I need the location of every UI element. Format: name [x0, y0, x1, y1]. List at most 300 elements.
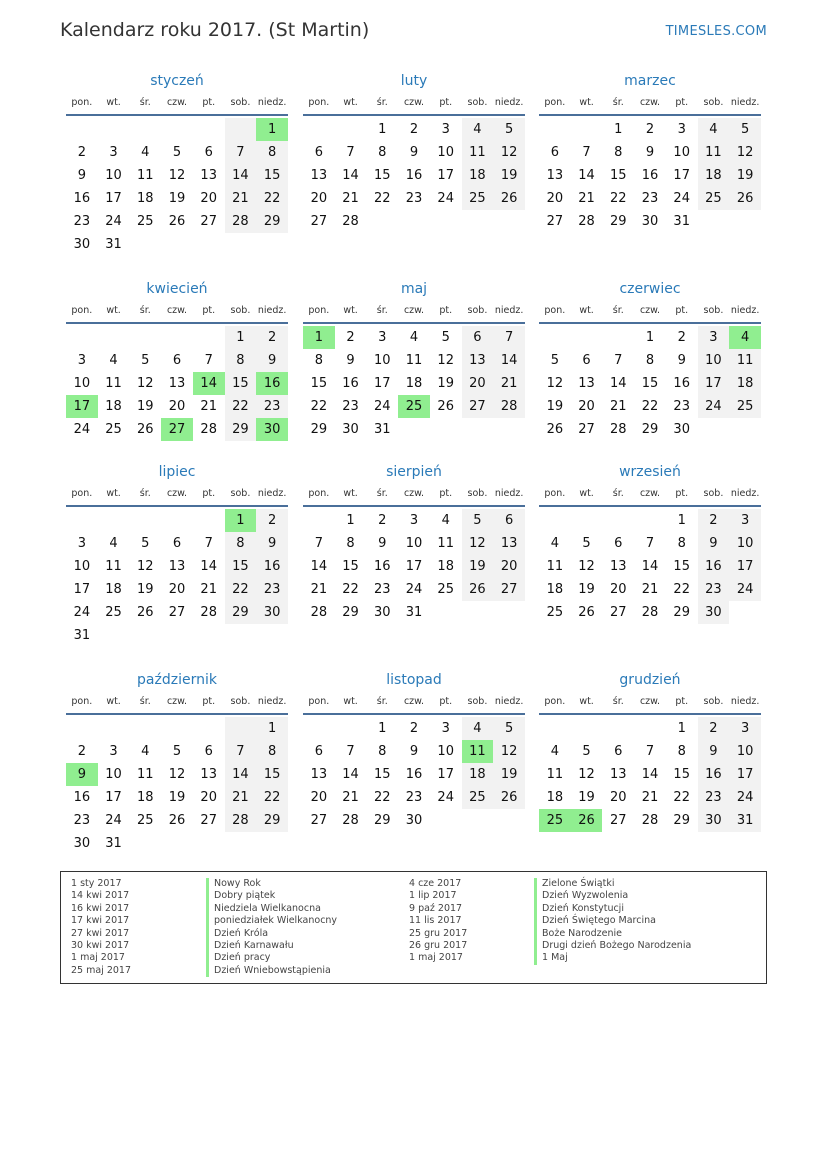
- weekday-label: wt.: [343, 696, 358, 707]
- day-cell: 14: [493, 349, 525, 372]
- weekday-label: czw.: [639, 696, 661, 707]
- day-cell: 6: [550, 145, 559, 160]
- day-cell: 31: [673, 214, 690, 229]
- day-cell: 10: [673, 145, 690, 160]
- day-cell: 10: [73, 376, 91, 391]
- legend-dates-right: [409, 878, 467, 965]
- month-name: luty: [400, 73, 428, 89]
- day-cell: 27: [310, 214, 328, 229]
- day-cell: 6: [614, 536, 623, 551]
- day-cell: 4: [109, 353, 118, 368]
- day-cell: 24: [729, 578, 761, 601]
- day-cell: 18: [546, 790, 564, 805]
- day-cell: 15: [256, 763, 288, 786]
- day-cell: 21: [200, 399, 217, 414]
- day-cell: 21: [641, 790, 659, 805]
- day-cell: 23: [73, 813, 91, 828]
- day-cell: 10: [698, 349, 730, 372]
- day-cell: 26: [437, 399, 454, 414]
- day-cell: 27: [546, 214, 564, 229]
- day-cell: 28: [641, 605, 659, 620]
- weekday-header: [66, 691, 288, 715]
- day-cell: 25: [105, 422, 122, 437]
- day-cell: 3: [109, 145, 118, 160]
- day-cell: 30: [673, 422, 690, 437]
- weekday-label: sob.: [467, 97, 488, 108]
- empty-cell: [225, 717, 257, 740]
- weekday-label: sob.: [703, 305, 724, 316]
- day-cell: 1: [225, 326, 257, 349]
- weekday-label: niedz.: [494, 696, 524, 707]
- month-name: wrzesień: [619, 464, 681, 480]
- day-cell: 29: [610, 214, 627, 229]
- day-cell: 30: [698, 809, 730, 832]
- day-cell: 24: [698, 395, 730, 418]
- weekday-label: wt.: [106, 97, 121, 108]
- day-cell: 25: [105, 605, 122, 620]
- day-cell: 13: [546, 168, 564, 183]
- day-cell: 3: [109, 744, 118, 759]
- day-cell: 9: [378, 536, 387, 551]
- day-cell: 26: [462, 578, 494, 601]
- day-cell: 30: [256, 601, 288, 624]
- month-name: listopad: [386, 672, 442, 688]
- day-cell: 30: [374, 605, 391, 620]
- day-cell: 1: [346, 513, 355, 528]
- empty-cell: [98, 326, 130, 349]
- day-cell: 20: [546, 191, 564, 206]
- empty-cell: [303, 509, 335, 532]
- day-cell: 4: [109, 536, 118, 551]
- legend-holiday-name: Dzień pracy: [206, 952, 337, 964]
- weekday-label: niedz.: [257, 488, 287, 499]
- day-cell: 19: [168, 790, 186, 805]
- weekday-label: sob.: [467, 488, 488, 499]
- weekday-label: wt.: [343, 488, 358, 499]
- empty-cell: [193, 509, 225, 532]
- day-cell: 30: [256, 418, 288, 441]
- month-name: październik: [137, 672, 217, 688]
- day-cell: 5: [493, 118, 525, 141]
- day-cell: 28: [578, 214, 595, 229]
- day-cell: 25: [437, 582, 454, 597]
- day-cell: 4: [729, 326, 761, 349]
- day-cell: 26: [546, 422, 564, 437]
- weekday-label: czw.: [639, 305, 661, 316]
- day-cell: 21: [342, 191, 359, 206]
- day-cell: 3: [441, 122, 450, 137]
- legend-holiday-name: 1 Maj: [534, 952, 691, 964]
- day-cell: 7: [204, 536, 213, 551]
- empty-cell: [66, 118, 98, 141]
- day-cell: 5: [493, 717, 525, 740]
- empty-cell: [571, 509, 603, 532]
- day-cell: 13: [493, 532, 525, 555]
- day-cell: 24: [405, 582, 423, 597]
- day-cell: 17: [437, 767, 454, 782]
- legend-holiday-name: Dzień Wniebowstąpienia: [206, 965, 337, 977]
- day-cell: 12: [578, 559, 595, 574]
- day-cell: 4: [441, 513, 450, 528]
- day-cell: 14: [641, 559, 659, 574]
- day-cell: 14: [342, 168, 359, 183]
- day-cell: 20: [493, 555, 525, 578]
- day-cell: 27: [310, 813, 328, 828]
- day-cell: 17: [105, 191, 122, 206]
- day-cell: 3: [441, 721, 450, 736]
- month-name: maj: [400, 281, 428, 297]
- day-cell: 7: [204, 353, 213, 368]
- day-cell: 3: [677, 122, 686, 137]
- weekday-header: [303, 483, 525, 507]
- day-cell: 14: [310, 559, 328, 574]
- legend-dates-left: [71, 878, 131, 977]
- day-cell: 15: [610, 168, 627, 183]
- legend-date: 1 maj 2017: [71, 952, 125, 964]
- day-cell: 5: [582, 536, 591, 551]
- day-cell: 9: [645, 145, 655, 160]
- weekday-header: [539, 483, 761, 507]
- day-cell: 31: [73, 628, 91, 643]
- empty-cell: [161, 509, 193, 532]
- weekday-label: niedz.: [494, 97, 524, 108]
- weekday-label: pon.: [71, 97, 93, 108]
- day-cell: 12: [493, 740, 525, 763]
- day-cell: 2: [409, 721, 419, 736]
- empty-cell: [129, 326, 161, 349]
- day-cell: 28: [342, 813, 359, 828]
- day-cell: 7: [346, 744, 355, 759]
- day-cell: 12: [168, 767, 186, 782]
- weekday-label: pon.: [544, 488, 566, 499]
- day-cell: 22: [225, 578, 257, 601]
- month-calendar: [303, 278, 525, 441]
- weekday-label: sob.: [703, 696, 724, 707]
- day-cell: 7: [346, 145, 355, 160]
- day-cell: 12: [546, 376, 564, 391]
- day-cell: 7: [614, 353, 623, 368]
- month-calendar: [66, 70, 288, 256]
- day-cell: 9: [698, 740, 730, 763]
- empty-cell: [602, 717, 634, 740]
- day-cell: 21: [310, 582, 328, 597]
- day-cell: 9: [409, 744, 419, 759]
- day-cell: 31: [374, 422, 391, 437]
- weekday-label: wt.: [343, 97, 358, 108]
- day-cell: 14: [225, 763, 257, 786]
- month-calendar: [539, 669, 761, 832]
- weekday-label: pon.: [308, 97, 330, 108]
- day-cell: 6: [493, 509, 525, 532]
- day-cell: 20: [200, 790, 217, 805]
- day-cell: 24: [105, 214, 122, 229]
- weekday-header: [66, 483, 288, 507]
- empty-cell: [539, 118, 571, 141]
- day-cell: 28: [225, 809, 257, 832]
- day-cell: 16: [673, 376, 690, 391]
- day-cell: 9: [346, 353, 355, 368]
- weekday-label: czw.: [166, 97, 188, 108]
- weekday-label: pt.: [439, 97, 453, 108]
- legend-date: 1 maj 2017: [409, 952, 463, 964]
- day-cell: 14: [193, 372, 225, 395]
- day-cell: 19: [578, 790, 595, 805]
- empty-cell: [66, 509, 98, 532]
- empty-cell: [571, 717, 603, 740]
- day-cell: 17: [105, 790, 122, 805]
- day-cell: 26: [168, 214, 186, 229]
- day-cell: 11: [437, 536, 454, 551]
- day-cell: 17: [698, 372, 730, 395]
- day-grid: [539, 717, 761, 832]
- day-cell: 25: [729, 395, 761, 418]
- day-cell: 26: [137, 422, 154, 437]
- month-name: sierpień: [386, 464, 442, 480]
- day-cell: 29: [310, 422, 328, 437]
- weekday-label: czw.: [639, 488, 661, 499]
- day-cell: 6: [462, 326, 494, 349]
- day-cell: 22: [256, 187, 288, 210]
- day-cell: 8: [225, 532, 257, 555]
- legend-date: 1 lip 2017: [409, 890, 457, 902]
- day-cell: 1: [303, 326, 335, 349]
- day-cell: 17: [66, 395, 98, 418]
- day-cell: 7: [493, 326, 525, 349]
- weekday-label: pt.: [675, 488, 689, 499]
- legend-holiday-name: Dzień Konstytucji: [534, 903, 691, 915]
- day-cell: 11: [105, 559, 122, 574]
- day-cell: 28: [200, 605, 217, 620]
- empty-cell: [98, 118, 130, 141]
- day-cell: 28: [493, 395, 525, 418]
- month-calendar: [303, 70, 525, 233]
- day-cell: 7: [582, 145, 591, 160]
- weekday-label: śr.: [612, 305, 624, 316]
- day-cell: 19: [729, 164, 761, 187]
- day-cell: 13: [168, 376, 186, 391]
- day-cell: 31: [405, 605, 423, 620]
- day-cell: 26: [493, 786, 525, 809]
- month-calendar: [303, 669, 525, 832]
- day-cell: 3: [409, 513, 419, 528]
- day-cell: 19: [578, 582, 595, 597]
- day-cell: 17: [729, 555, 761, 578]
- weekday-label: sob.: [230, 696, 251, 707]
- weekday-header: [539, 691, 761, 715]
- day-cell: 27: [610, 605, 627, 620]
- day-cell: 19: [437, 376, 454, 391]
- day-cell: 15: [225, 555, 257, 578]
- day-cell: 16: [73, 191, 91, 206]
- day-cell: 22: [256, 786, 288, 809]
- day-cell: 23: [698, 786, 730, 809]
- empty-cell: [634, 509, 666, 532]
- weekday-header: [303, 691, 525, 715]
- day-cell: 22: [641, 399, 659, 414]
- day-cell: 10: [405, 536, 423, 551]
- empty-cell: [571, 326, 603, 349]
- day-cell: 19: [137, 399, 154, 414]
- day-cell: 30: [641, 214, 659, 229]
- day-cell: 24: [73, 422, 91, 437]
- day-cell: 11: [729, 349, 761, 372]
- empty-cell: [193, 326, 225, 349]
- day-cell: 24: [729, 786, 761, 809]
- weekday-label: czw.: [403, 696, 425, 707]
- weekday-label: pon.: [544, 696, 566, 707]
- legend-date: 16 kwi 2017: [71, 902, 130, 914]
- weekday-label: czw.: [403, 97, 425, 108]
- day-cell: 3: [729, 509, 761, 532]
- day-cell: 25: [539, 809, 571, 832]
- day-cell: 18: [437, 559, 454, 574]
- day-cell: 3: [77, 353, 86, 368]
- day-cell: 6: [314, 145, 323, 160]
- day-cell: 23: [405, 191, 423, 206]
- day-cell: 17: [673, 168, 690, 183]
- day-cell: 11: [137, 168, 154, 183]
- weekday-label: czw.: [166, 305, 188, 316]
- day-cell: 15: [673, 767, 690, 782]
- day-cell: 27: [610, 813, 627, 828]
- empty-cell: [98, 717, 130, 740]
- day-cell: 12: [462, 532, 494, 555]
- legend-holiday-name: Dzień Świętego Marcina: [534, 915, 691, 927]
- day-cell: 14: [578, 168, 595, 183]
- day-cell: 10: [729, 740, 761, 763]
- day-cell: 21: [225, 786, 257, 809]
- weekday-label: wt.: [106, 305, 121, 316]
- day-cell: 7: [225, 740, 257, 763]
- weekday-label: niedz.: [730, 305, 760, 316]
- day-cell: 11: [462, 141, 494, 164]
- weekday-label: śr.: [376, 97, 388, 108]
- legend-holiday-name: Dobry piątek: [206, 890, 337, 902]
- day-cell: 30: [342, 422, 359, 437]
- weekday-label: czw.: [166, 488, 188, 499]
- empty-cell: [225, 118, 257, 141]
- day-cell: 18: [137, 790, 154, 805]
- month-calendar: [303, 461, 525, 624]
- month-name: grudzień: [619, 672, 681, 688]
- day-cell: 26: [493, 187, 525, 210]
- holiday-legend: [60, 871, 767, 984]
- weekday-label: pt.: [439, 696, 453, 707]
- weekday-label: śr.: [376, 488, 388, 499]
- weekday-label: sob.: [230, 97, 251, 108]
- day-cell: 19: [168, 191, 186, 206]
- month-calendar: [66, 461, 288, 647]
- empty-cell: [539, 509, 571, 532]
- weekday-label: pon.: [544, 305, 566, 316]
- day-grid: [539, 118, 761, 233]
- day-cell: 16: [256, 372, 288, 395]
- day-cell: 8: [256, 141, 288, 164]
- day-cell: 11: [698, 141, 730, 164]
- day-cell: 9: [77, 168, 86, 183]
- day-cell: 12: [729, 141, 761, 164]
- day-cell: 11: [546, 767, 564, 782]
- weekday-label: niedz.: [730, 97, 760, 108]
- day-cell: 10: [437, 744, 454, 759]
- legend-date: 30 kwi 2017: [71, 939, 130, 951]
- legend-date: 1 sty 2017: [71, 878, 122, 889]
- legend-holiday-name: Nowy Rok: [206, 878, 337, 890]
- day-cell: 2: [645, 122, 655, 137]
- weekday-label: śr.: [139, 97, 151, 108]
- day-cell: 26: [578, 605, 595, 620]
- day-cell: 22: [673, 582, 690, 597]
- day-cell: 25: [698, 187, 730, 210]
- weekday-label: czw.: [403, 488, 425, 499]
- day-cell: 9: [256, 349, 288, 372]
- day-cell: 4: [141, 744, 150, 759]
- site-link[interactable]: TIMESLES.COM: [665, 24, 767, 39]
- month-name: styczeń: [150, 73, 204, 89]
- weekday-label: sob.: [703, 97, 724, 108]
- day-cell: 15: [310, 376, 328, 391]
- day-cell: 28: [200, 422, 217, 437]
- day-cell: 29: [673, 813, 690, 828]
- day-cell: 29: [641, 422, 659, 437]
- weekday-label: sob.: [467, 696, 488, 707]
- day-cell: 18: [105, 399, 122, 414]
- day-cell: 1: [378, 122, 387, 137]
- day-cell: 8: [677, 536, 686, 551]
- weekday-label: pt.: [202, 696, 216, 707]
- day-cell: 30: [698, 601, 730, 624]
- day-cell: 2: [77, 744, 86, 759]
- day-grid: [66, 509, 288, 647]
- day-cell: 13: [310, 767, 328, 782]
- day-cell: 16: [374, 559, 391, 574]
- weekday-label: pt.: [202, 488, 216, 499]
- day-grid: [303, 118, 525, 233]
- day-cell: 12: [168, 168, 186, 183]
- weekday-label: niedz.: [257, 305, 287, 316]
- day-cell: 22: [610, 191, 627, 206]
- day-cell: 12: [493, 141, 525, 164]
- day-cell: 1: [677, 721, 686, 736]
- empty-cell: [193, 717, 225, 740]
- legend-date: 4 cze 2017: [409, 878, 462, 889]
- day-cell: 25: [137, 214, 154, 229]
- day-cell: 23: [342, 399, 359, 414]
- weekday-label: śr.: [139, 696, 151, 707]
- day-cell: 8: [314, 353, 323, 368]
- day-cell: 6: [614, 744, 623, 759]
- day-cell: 6: [172, 353, 182, 368]
- day-cell: 6: [172, 536, 182, 551]
- day-cell: 5: [729, 118, 761, 141]
- day-cell: 9: [409, 145, 419, 160]
- weekday-label: wt.: [579, 97, 594, 108]
- weekday-label: wt.: [579, 488, 594, 499]
- legend-date: 25 maj 2017: [71, 964, 132, 976]
- day-cell: 20: [200, 191, 217, 206]
- day-cell: 10: [73, 559, 91, 574]
- weekday-label: pon.: [308, 488, 330, 499]
- day-cell: 16: [698, 555, 730, 578]
- day-cell: 28: [610, 422, 627, 437]
- weekday-header: [66, 92, 288, 116]
- day-cell: 10: [105, 767, 122, 782]
- empty-cell: [66, 326, 98, 349]
- weekday-header: [539, 300, 761, 324]
- weekday-header: [303, 92, 525, 116]
- legend-date: 27 kwi 2017: [71, 927, 130, 939]
- day-cell: 31: [105, 237, 122, 252]
